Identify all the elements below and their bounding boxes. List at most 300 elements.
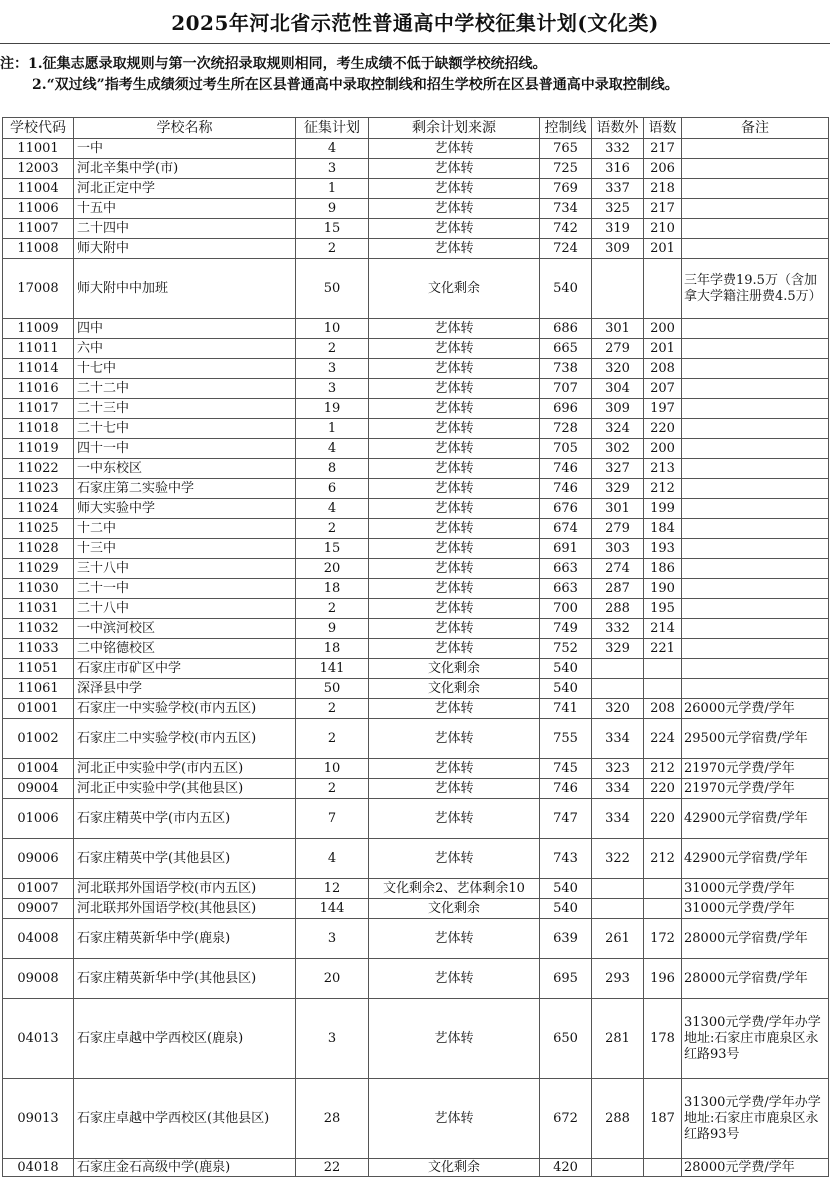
cell-remarks: [682, 439, 829, 459]
cell-chn-math: 200: [644, 319, 682, 339]
cell-school-code: 11022: [3, 459, 74, 479]
table-row: [3, 159, 829, 179]
cell-plan: 18: [296, 639, 369, 659]
cell-control-line: 676: [540, 499, 592, 519]
cell-plan: 4: [296, 139, 369, 159]
cell-chn-math-eng: 320: [592, 359, 644, 379]
cell-school-name: 师大附中中加班: [74, 259, 296, 319]
cell-school-name: 师大附中: [74, 239, 296, 259]
cell-chn-math: 201: [644, 239, 682, 259]
cell-chn-math-eng: 329: [592, 639, 644, 659]
cell-source: 艺体转: [369, 419, 540, 439]
cell-school-name: 师大实验中学: [74, 499, 296, 519]
notes-block: [0, 54, 830, 96]
cell-remarks: [682, 359, 829, 379]
cell-plan: 20: [296, 559, 369, 579]
table-row: [3, 999, 829, 1079]
table-row: [3, 519, 829, 539]
header-school-code: 学校代码: [3, 118, 74, 139]
table-body: [3, 139, 829, 1177]
table-row: [3, 639, 829, 659]
cell-school-name: 石家庄第二实验中学: [74, 479, 296, 499]
cell-chn-math: 193: [644, 539, 682, 559]
table-row: [3, 399, 829, 419]
cell-chn-math: 197: [644, 399, 682, 419]
cell-school-name: 四十一中: [74, 439, 296, 459]
cell-chn-math: 220: [644, 779, 682, 799]
cell-chn-math: [644, 879, 682, 899]
cell-school-name: 二十四中: [74, 219, 296, 239]
cell-plan: 1: [296, 419, 369, 439]
cell-school-name: 三十八中: [74, 559, 296, 579]
table-row: [3, 879, 829, 899]
cell-school-code: 11017: [3, 399, 74, 419]
cell-chn-math: 195: [644, 599, 682, 619]
cell-remarks: 三年学费19.5万（含加拿大学籍注册费4.5万）: [682, 259, 829, 319]
table-row: [3, 659, 829, 679]
cell-control-line: 665: [540, 339, 592, 359]
cell-school-name: 石家庄精英新华中学(鹿泉): [74, 919, 296, 959]
cell-school-code: 11028: [3, 539, 74, 559]
table-row: [3, 219, 829, 239]
cell-chn-math: 207: [644, 379, 682, 399]
cell-remarks: 42900元学宿费/学年: [682, 799, 829, 839]
cell-control-line: 420: [540, 1159, 592, 1177]
table-row: [3, 339, 829, 359]
cell-plan: 4: [296, 499, 369, 519]
cell-plan: 2: [296, 519, 369, 539]
table-row: [3, 839, 829, 879]
cell-school-name: 十二中: [74, 519, 296, 539]
cell-control-line: 650: [540, 999, 592, 1079]
table-row: [3, 199, 829, 219]
cell-remarks: 28000元学费/学年: [682, 1159, 829, 1177]
table-row: [3, 359, 829, 379]
cell-control-line: 540: [540, 659, 592, 679]
cell-school-name: 河北正定中学: [74, 179, 296, 199]
cell-plan: 7: [296, 799, 369, 839]
cell-plan: 22: [296, 1159, 369, 1177]
cell-chn-math-eng: 323: [592, 759, 644, 779]
cell-chn-math-eng: 281: [592, 999, 644, 1079]
table-header-row: [3, 118, 829, 139]
cell-chn-math: 199: [644, 499, 682, 519]
cell-school-code: 11025: [3, 519, 74, 539]
cell-school-name: 十七中: [74, 359, 296, 379]
cell-remarks: 28000元学宿费/学年: [682, 919, 829, 959]
cell-source: 艺体转: [369, 379, 540, 399]
cell-school-name: 石家庄市矿区中学: [74, 659, 296, 679]
cell-school-name: 一中滨河校区: [74, 619, 296, 639]
cell-chn-math-eng: 302: [592, 439, 644, 459]
cell-plan: 3: [296, 159, 369, 179]
cell-school-name: 石家庄精英中学(市内五区): [74, 799, 296, 839]
cell-control-line: 742: [540, 219, 592, 239]
cell-school-name: 一中东校区: [74, 459, 296, 479]
cell-plan: 19: [296, 399, 369, 419]
cell-plan: 4: [296, 839, 369, 879]
cell-source: 艺体转: [369, 639, 540, 659]
cell-plan: 15: [296, 219, 369, 239]
cell-remarks: [682, 619, 829, 639]
header-chn-math: 语数: [644, 118, 682, 139]
cell-chn-math: 208: [644, 699, 682, 719]
cell-chn-math: 218: [644, 179, 682, 199]
cell-control-line: 705: [540, 439, 592, 459]
cell-source: 艺体转: [369, 219, 540, 239]
cell-chn-math: 213: [644, 459, 682, 479]
table-row: [3, 699, 829, 719]
cell-chn-math-eng: 320: [592, 699, 644, 719]
cell-control-line: 691: [540, 539, 592, 559]
cell-remarks: [682, 639, 829, 659]
cell-chn-math-eng: 261: [592, 919, 644, 959]
cell-control-line: 639: [540, 919, 592, 959]
cell-chn-math-eng: 322: [592, 839, 644, 879]
cell-chn-math-eng: 279: [592, 339, 644, 359]
cell-school-name: 四中: [74, 319, 296, 339]
cell-control-line: 749: [540, 619, 592, 639]
cell-source: 文化剩余2、艺体剩余10: [369, 879, 540, 899]
cell-chn-math: [644, 899, 682, 919]
cell-remarks: [682, 419, 829, 439]
cell-source: 文化剩余: [369, 659, 540, 679]
cell-remarks: 21970元学费/学年: [682, 779, 829, 799]
cell-school-name: 十五中: [74, 199, 296, 219]
cell-school-name: 十三中: [74, 539, 296, 559]
cell-source: 文化剩余: [369, 259, 540, 319]
cell-plan: 144: [296, 899, 369, 919]
cell-chn-math-eng: [592, 879, 644, 899]
cell-school-code: 11023: [3, 479, 74, 499]
cell-remarks: 31300元学费/学年办学地址:石家庄市鹿泉区永红路93号: [682, 1079, 829, 1159]
header-source: 剩余计划来源: [369, 118, 540, 139]
cell-chn-math-eng: 279: [592, 519, 644, 539]
cell-plan: 9: [296, 619, 369, 639]
table-row: [3, 779, 829, 799]
cell-chn-math-eng: 287: [592, 579, 644, 599]
cell-plan: 20: [296, 959, 369, 999]
cell-chn-math-eng: 319: [592, 219, 644, 239]
cell-chn-math: [644, 659, 682, 679]
cell-source: 艺体转: [369, 599, 540, 619]
cell-source: 艺体转: [369, 339, 540, 359]
cell-chn-math-eng: [592, 1159, 644, 1177]
cell-control-line: 755: [540, 719, 592, 759]
cell-control-line: 743: [540, 839, 592, 879]
table-row: [3, 1159, 829, 1177]
cell-remarks: [682, 319, 829, 339]
header-control-line: 控制线: [540, 118, 592, 139]
cell-control-line: 540: [540, 899, 592, 919]
cell-remarks: [682, 339, 829, 359]
cell-chn-math: 196: [644, 959, 682, 999]
cell-chn-math: 200: [644, 439, 682, 459]
cell-chn-math-eng: [592, 259, 644, 319]
note-line-2: 2.“双过线”指考生成绩须过考生所在区县普通高中录取控制线和招生学校所在区县普通高中录取控制线。: [32, 77, 679, 93]
cell-chn-math: 186: [644, 559, 682, 579]
cell-school-code: 11061: [3, 679, 74, 699]
cell-plan: 18: [296, 579, 369, 599]
cell-school-name: 河北正中实验中学(其他县区): [74, 779, 296, 799]
cell-school-name: 河北正中实验中学(市内五区): [74, 759, 296, 779]
cell-source: 艺体转: [369, 439, 540, 459]
cell-chn-math: 212: [644, 479, 682, 499]
cell-school-name: 六中: [74, 339, 296, 359]
cell-control-line: 695: [540, 959, 592, 999]
table-row: [3, 919, 829, 959]
cell-control-line: 747: [540, 799, 592, 839]
cell-chn-math: 224: [644, 719, 682, 759]
cell-school-code: 11031: [3, 599, 74, 619]
cell-source: 艺体转: [369, 459, 540, 479]
cell-remarks: [682, 179, 829, 199]
cell-chn-math: 187: [644, 1079, 682, 1159]
table-row: [3, 459, 829, 479]
cell-source: 艺体转: [369, 619, 540, 639]
cell-plan: 2: [296, 719, 369, 759]
cell-school-name: 石家庄一中实验学校(市内五区): [74, 699, 296, 719]
cell-chn-math: 220: [644, 799, 682, 839]
table-row: [3, 239, 829, 259]
cell-remarks: 42900元学宿费/学年: [682, 839, 829, 879]
document-title: 2025年河北省示范性普通高中学校征集计划(文化类): [0, 0, 830, 44]
cell-plan: 1: [296, 179, 369, 199]
table-row: [3, 719, 829, 759]
cell-source: 艺体转: [369, 579, 540, 599]
cell-remarks: 28000元学宿费/学年: [682, 959, 829, 999]
cell-source: 艺体转: [369, 539, 540, 559]
cell-remarks: [682, 519, 829, 539]
cell-chn-math: 220: [644, 419, 682, 439]
cell-chn-math-eng: 288: [592, 599, 644, 619]
cell-school-code: 01006: [3, 799, 74, 839]
cell-plan: 50: [296, 259, 369, 319]
table-row: [3, 419, 829, 439]
cell-school-name: 二十二中: [74, 379, 296, 399]
cell-school-code: 11029: [3, 559, 74, 579]
cell-chn-math: 217: [644, 139, 682, 159]
cell-chn-math-eng: 301: [592, 319, 644, 339]
cell-remarks: 26000元学费/学年: [682, 699, 829, 719]
cell-school-name: 一中: [74, 139, 296, 159]
cell-remarks: [682, 499, 829, 519]
cell-chn-math-eng: 334: [592, 779, 644, 799]
cell-plan: 10: [296, 759, 369, 779]
cell-control-line: 674: [540, 519, 592, 539]
cell-chn-math-eng: 316: [592, 159, 644, 179]
cell-chn-math-eng: 332: [592, 139, 644, 159]
cell-remarks: [682, 559, 829, 579]
cell-chn-math-eng: 325: [592, 199, 644, 219]
cell-school-code: 01001: [3, 699, 74, 719]
cell-control-line: 700: [540, 599, 592, 619]
cell-control-line: 707: [540, 379, 592, 399]
cell-chn-math: 212: [644, 759, 682, 779]
cell-school-code: 12003: [3, 159, 74, 179]
cell-chn-math: 190: [644, 579, 682, 599]
cell-school-name: 河北联邦外国语学校(市内五区): [74, 879, 296, 899]
cell-school-code: 11006: [3, 199, 74, 219]
cell-remarks: 31000元学费/学年: [682, 899, 829, 919]
cell-school-code: 09004: [3, 779, 74, 799]
cell-chn-math-eng: 309: [592, 239, 644, 259]
cell-control-line: 696: [540, 399, 592, 419]
cell-school-code: 11004: [3, 179, 74, 199]
cell-chn-math: 214: [644, 619, 682, 639]
cell-plan: 3: [296, 999, 369, 1079]
cell-school-code: 11024: [3, 499, 74, 519]
cell-source: 艺体转: [369, 699, 540, 719]
cell-control-line: 728: [540, 419, 592, 439]
cell-source: 艺体转: [369, 139, 540, 159]
cell-school-name: 二十七中: [74, 419, 296, 439]
cell-school-code: 11019: [3, 439, 74, 459]
cell-control-line: 725: [540, 159, 592, 179]
cell-chn-math: 221: [644, 639, 682, 659]
cell-chn-math-eng: 327: [592, 459, 644, 479]
cell-source: 艺体转: [369, 319, 540, 339]
cell-source: 艺体转: [369, 799, 540, 839]
cell-control-line: 734: [540, 199, 592, 219]
cell-school-name: 二十一中: [74, 579, 296, 599]
cell-source: 艺体转: [369, 959, 540, 999]
cell-school-code: 11016: [3, 379, 74, 399]
cell-school-code: 11011: [3, 339, 74, 359]
cell-control-line: 738: [540, 359, 592, 379]
cell-school-code: 09013: [3, 1079, 74, 1159]
cell-school-code: 04018: [3, 1159, 74, 1177]
cell-plan: 2: [296, 339, 369, 359]
cell-school-name: 河北联邦外国语学校(其他县区): [74, 899, 296, 919]
cell-school-code: 04013: [3, 999, 74, 1079]
table-row: [3, 179, 829, 199]
cell-school-code: 11009: [3, 319, 74, 339]
table-row: [3, 579, 829, 599]
cell-chn-math-eng: 293: [592, 959, 644, 999]
table-row: [3, 439, 829, 459]
cell-control-line: 540: [540, 259, 592, 319]
cell-source: 艺体转: [369, 519, 540, 539]
cell-school-code: 01004: [3, 759, 74, 779]
table-row: [3, 679, 829, 699]
table-row: [3, 539, 829, 559]
cell-chn-math-eng: 337: [592, 179, 644, 199]
cell-control-line: 765: [540, 139, 592, 159]
table-row: [3, 1079, 829, 1159]
cell-chn-math-eng: 301: [592, 499, 644, 519]
table-row: [3, 139, 829, 159]
cell-control-line: 769: [540, 179, 592, 199]
cell-control-line: 724: [540, 239, 592, 259]
cell-remarks: [682, 219, 829, 239]
cell-control-line: 672: [540, 1079, 592, 1159]
cell-chn-math: [644, 259, 682, 319]
cell-chn-math: 212: [644, 839, 682, 879]
enrollment-table: [2, 117, 829, 1177]
cell-remarks: [682, 399, 829, 419]
cell-remarks: [682, 459, 829, 479]
cell-source: 艺体转: [369, 499, 540, 519]
cell-plan: 3: [296, 359, 369, 379]
cell-chn-math-eng: 329: [592, 479, 644, 499]
cell-school-code: 09006: [3, 839, 74, 879]
cell-chn-math: 206: [644, 159, 682, 179]
cell-school-name: 二十八中: [74, 599, 296, 619]
cell-school-name: 二中铭德校区: [74, 639, 296, 659]
cell-chn-math: [644, 679, 682, 699]
header-chn-math-eng: 语数外: [592, 118, 644, 139]
cell-control-line: 752: [540, 639, 592, 659]
cell-source: 艺体转: [369, 779, 540, 799]
cell-school-code: 09007: [3, 899, 74, 919]
cell-control-line: 686: [540, 319, 592, 339]
cell-source: 艺体转: [369, 239, 540, 259]
cell-school-name: 深泽县中学: [74, 679, 296, 699]
table-row: [3, 619, 829, 639]
cell-remarks: [682, 159, 829, 179]
cell-source: 艺体转: [369, 399, 540, 419]
cell-chn-math: 217: [644, 199, 682, 219]
cell-plan: 12: [296, 879, 369, 899]
cell-school-name: 二十三中: [74, 399, 296, 419]
table-row: [3, 759, 829, 779]
cell-remarks: 21970元学费/学年: [682, 759, 829, 779]
cell-school-name: 石家庄卓越中学西校区(鹿泉): [74, 999, 296, 1079]
table-row: [3, 899, 829, 919]
cell-control-line: 663: [540, 559, 592, 579]
cell-school-code: 11007: [3, 219, 74, 239]
cell-control-line: 746: [540, 779, 592, 799]
header-remarks: 备注: [682, 118, 829, 139]
table-row: [3, 599, 829, 619]
cell-school-code: 09008: [3, 959, 74, 999]
cell-plan: 50: [296, 679, 369, 699]
cell-chn-math-eng: 332: [592, 619, 644, 639]
cell-chn-math: 208: [644, 359, 682, 379]
cell-source: 文化剩余: [369, 1159, 540, 1177]
cell-remarks: [682, 679, 829, 699]
cell-source: 艺体转: [369, 559, 540, 579]
cell-school-code: 04008: [3, 919, 74, 959]
cell-remarks: [682, 599, 829, 619]
cell-chn-math-eng: 303: [592, 539, 644, 559]
header-plan: 征集计划: [296, 118, 369, 139]
cell-control-line: 746: [540, 459, 592, 479]
table-row: [3, 319, 829, 339]
cell-chn-math: 172: [644, 919, 682, 959]
cell-school-code: 11033: [3, 639, 74, 659]
cell-source: 艺体转: [369, 359, 540, 379]
table-row: [3, 479, 829, 499]
cell-source: 艺体转: [369, 919, 540, 959]
cell-school-name: 石家庄金石高级中学(鹿泉): [74, 1159, 296, 1177]
cell-remarks: [682, 539, 829, 559]
cell-remarks: [682, 379, 829, 399]
cell-remarks: [682, 199, 829, 219]
cell-source: 艺体转: [369, 759, 540, 779]
cell-school-code: 11030: [3, 579, 74, 599]
table-row: [3, 499, 829, 519]
cell-remarks: [682, 579, 829, 599]
cell-control-line: 741: [540, 699, 592, 719]
cell-remarks: [682, 239, 829, 259]
cell-chn-math-eng: 288: [592, 1079, 644, 1159]
cell-chn-math-eng: 324: [592, 419, 644, 439]
cell-source: 艺体转: [369, 1079, 540, 1159]
cell-plan: 15: [296, 539, 369, 559]
cell-school-code: 11008: [3, 239, 74, 259]
